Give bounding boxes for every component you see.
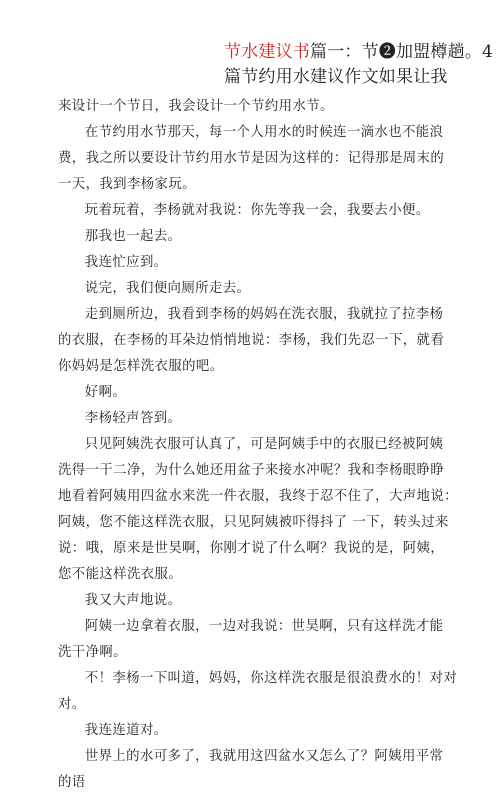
paragraph: 走到厕所边，我看到李杨的妈妈在洗衣服，我就拉了拉李杨 的衣服，在李杨的耳朵边悄悄地说：李杨，我们先忍一下，就看 你妈妈是怎样洗衣服的吧。 bbox=[58, 307, 445, 374]
title-line-1 bbox=[224, 40, 494, 65]
paragraph: 我连连道对。 bbox=[84, 723, 168, 738]
document-title bbox=[224, 40, 494, 90]
title-highlight: 节水建议书 bbox=[224, 42, 310, 62]
document-body bbox=[58, 94, 458, 796]
paragraph: 玩着玩着，李杨就对我说：你先等我一会，我要去小便。 bbox=[84, 203, 430, 218]
paragraph: 我又大声地说。 bbox=[84, 593, 182, 608]
paragraph: 阿姨一边拿着衣服，一边对我说：世昊啊，只有这样洗才能 洗干净啊。 bbox=[58, 619, 444, 660]
title-line-1-rest: 篇一：节❷加盟樽趟。4 bbox=[310, 42, 494, 62]
paragraph: 李杨轻声答到。 bbox=[84, 411, 182, 426]
paragraph: 不！李杨一下叫道，妈妈，你这样洗衣服是很浪费水的！对对 对。 bbox=[58, 671, 458, 712]
paragraph: 我连忙应到。 bbox=[84, 255, 168, 270]
title-line-2: 篇节约用水建议作文如果让我 bbox=[224, 67, 448, 87]
paragraph: 来设计一个节日，我会设计一个节约用水节。 bbox=[58, 99, 334, 114]
paragraph: 说完，我们便向厕所走去。 bbox=[84, 281, 251, 296]
paragraph: 那我也一起去。 bbox=[84, 229, 182, 244]
paragraph: 只见阿姨洗衣服可认真了，可是阿姨手中的衣服已经被阿姨 洗得一干二净，为什么她还用盆子来接水冲呢？我和李杨眼睁睁 地看着阿姨用四盆水来洗一件衣服，我终于忍不住了，大声地说：阿姨，您不能这样洗衣服，只见阿姨被吓得抖了 一下，转头过来 说：哦，原来是世昊啊，你刚才说了什么啊？我说的是，阿姨， 您不能这样洗衣服。 bbox=[58, 437, 458, 582]
paragraph: 好啊。 bbox=[84, 385, 127, 400]
paragraph: 在节约用水节那天，每一个人用水的时候连一滴水也不能浪 费，我之所以要设计节约用水节是因为这样的：记得那是周末的 一天，我到李杨家玩。 bbox=[58, 125, 445, 192]
paragraph: 世界上的水可多了，我就用这四盆水又怎么了？阿姨用平常 的语 bbox=[58, 749, 444, 790]
